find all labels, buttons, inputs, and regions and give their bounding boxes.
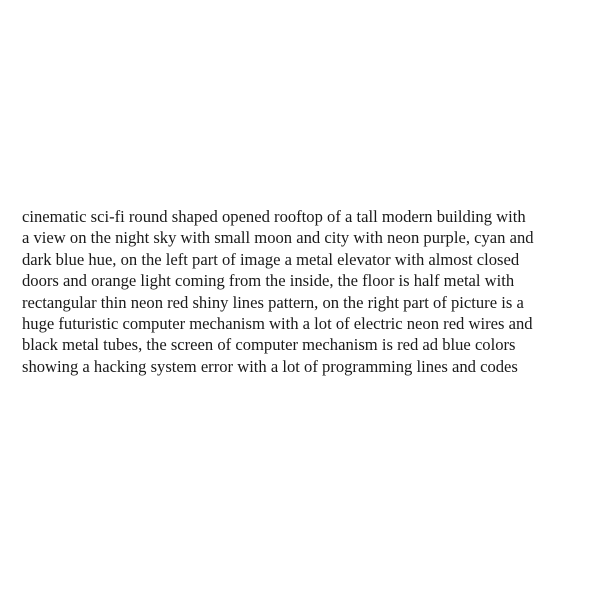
- text-line: showing a hacking system error with a lot of programming lines and codes: [22, 356, 518, 376]
- text-line: cinematic sci-fi round shaped opened rooftop of a tall modern building with: [22, 207, 526, 226]
- prompt-text-block: [22, 206, 582, 377]
- text-line: rectangular thin neon red shiny lines pattern, on the right part of picture is a: [22, 292, 524, 312]
- text-line: huge futuristic computer mechanism with a lot of electric neon red wires and: [22, 314, 533, 334]
- text-line: black metal tubes, the screen of computer mechanism is red ad blue colors: [22, 335, 516, 355]
- text-line: a view on the night sky with small moon and city with neon purple, cyan and: [22, 228, 534, 248]
- text-line: doors and orange light coming from the inside, the floor is half metal with: [22, 271, 515, 291]
- text-line: dark blue hue, on the left part of image a metal elevator with almost closed: [22, 249, 520, 269]
